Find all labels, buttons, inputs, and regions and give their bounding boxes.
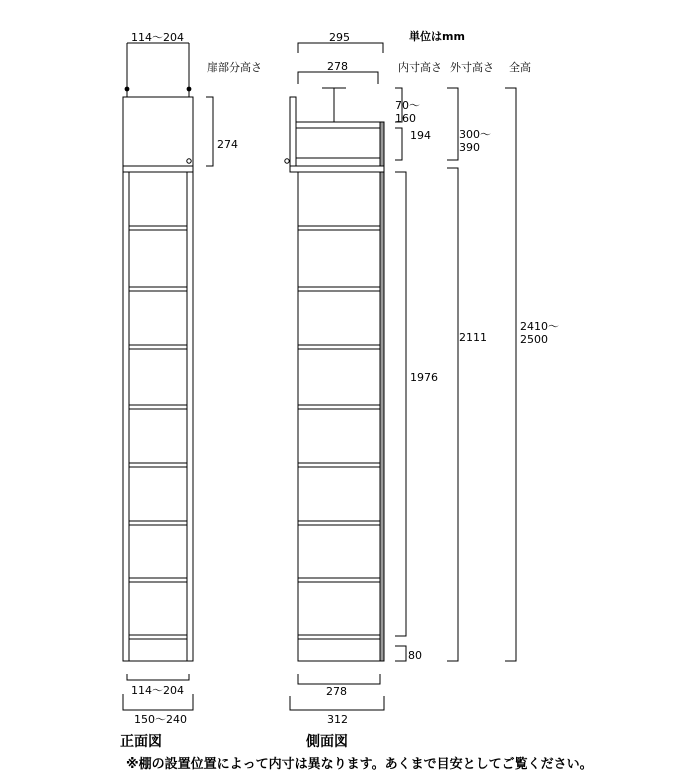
dim-main-inner: 1976 [410, 371, 438, 384]
side-top-inner-depth: 278 [327, 60, 348, 73]
header-door-height: 扉部分高さ [207, 61, 262, 74]
front-bottom-inner-width: 114〜204 [131, 684, 184, 697]
side-bottom-inner-depth: 278 [326, 685, 347, 698]
disclaimer-note: ※棚の設置位置によって内寸は異なります。あくまで目安としてご覧ください。 [126, 757, 593, 772]
unit-label: 単位はmm [409, 30, 465, 43]
front-view-drawing [123, 43, 213, 710]
dim-plinth: 80 [408, 649, 422, 662]
dim-total-height: 2410〜 2500 [520, 320, 559, 346]
dim-main-outer: 2111 [459, 331, 487, 344]
side-bottom-outer-depth: 312 [327, 713, 348, 726]
header-total-height: 全高 [509, 61, 531, 74]
front-top-width: 114〜204 [131, 31, 184, 44]
dim-top-inner: 194 [410, 129, 431, 142]
side-view-drawing [290, 43, 384, 710]
header-outer-height: 外寸高さ [450, 61, 494, 74]
dim-adjuster: 70〜 160 [395, 99, 420, 125]
header-inner-height: 内寸高さ [398, 61, 442, 74]
side-top-outer-depth: 295 [329, 31, 350, 44]
front-door-height: 274 [217, 138, 238, 151]
side-view-title: 側面図 [306, 734, 348, 750]
front-view-title: 正面図 [120, 734, 162, 750]
front-bottom-outer-width: 150〜240 [134, 713, 187, 726]
dim-top-outer: 300〜 390 [459, 128, 491, 154]
